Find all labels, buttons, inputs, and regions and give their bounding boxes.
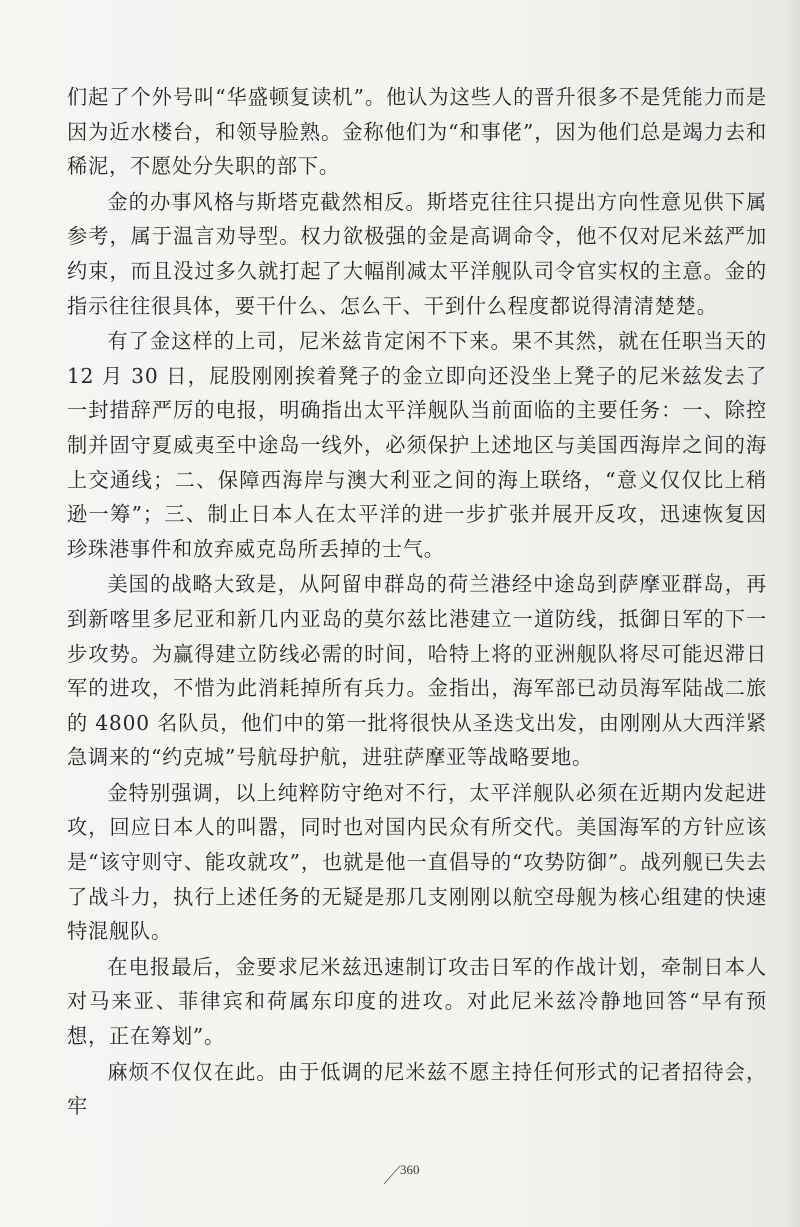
paragraph-7: 麻烦不仅仅在此。由于低调的尼米兹不愿主持任何形式的记者招待会，牢 — [67, 1059, 767, 1119]
page-number-slash-decoration — [382, 1164, 402, 1186]
paragraph-6: 在电报最后，金要求尼米兹迅速制订攻击日军的作战计划，牵制日本人对马来亚、菲律宾和荷属东印度的进攻。对此尼米兹冷静地回答“早有预想，正在筹划”。 — [67, 954, 767, 1049]
page-edge-shadow — [782, 0, 800, 1227]
page-number: 360 — [400, 1162, 420, 1177]
body-text — [67, 80, 767, 1125]
paragraph-3: 有了金这样的上司，尼米兹肯定闲不下来。果不其然，就在任职当天的 12 月 30 日，屁股刚刚挨着凳子的金立即向还没坐上凳子的尼米兹发去了一封措辞严厉的电报，明确指出太平洋舰队当前面临的主要任务：一、除控制并固守夏威夷至中途岛一线外，必须保护上述地区与美国西海岸之间的海上交通线；二、保障西海岸与澳大利亚之间的海上联络，“意义仅仅比上稍逊一筹”；三、制止日本人在太平洋的进一步扩张并展开反攻，迅速恢复因珍珠港事件和放弃威克岛所丢掉的士气。 — [67, 329, 767, 561]
paragraph-2: 金的办事风格与斯塔克截然相反。斯塔克往往只提出方向性意见供下属参考，属于温言劝导型。权力欲极强的金是高调命令，他不仅对尼米兹严加约束，而且没过多久就打起了大幅削减太平洋舰队司令官实权的主意。金的指示往往很具体，要干什么、怎么干、干到什么程度都说得清清楚楚。 — [67, 189, 767, 318]
paragraph-4: 美国的战略大致是，从阿留申群岛的荷兰港经中途岛到萨摩亚群岛，再到新喀里多尼亚和新几内亚岛的莫尔兹比港建立一道防线，抵御日军的下一步攻势。为赢得建立防线必需的时间，哈特上将的亚洲舰队将尽可能迟滞日军的进攻，不惜为此消耗掉所有兵力。金指出，海军部已动员海军陆战二旅的 4800 名队员，他们中的第一批将很快从圣迭戈出发，由刚刚从大西洋紧急调来的“约克城”号航母护航，进驻萨摩亚等战略要地。 — [67, 572, 767, 770]
paragraph-5: 金特别强调，以上纯粹防守绝对不行，太平洋舰队必须在近期内发起进攻，回应日本人的叫嚣，同时也对国内民众有所交代。美国海军的方针应该是“该守则守、能攻就攻”，也就是他一直倡导的“攻势防御”。战列舰已失去了战斗力，执行上述任务的无疑是那几支刚刚以航空母舰为核心组建的快速特混舰队。 — [67, 780, 767, 944]
paragraph-1: 们起了个外号叫“华盛顿复读机”。他认为这些人的晋升很多不是凭能力而是因为近水楼台，和领导脸熟。金称他们为“和事佬”，因为他们总是竭力去和稀泥，不愿处分失职的部下。 — [67, 85, 767, 179]
